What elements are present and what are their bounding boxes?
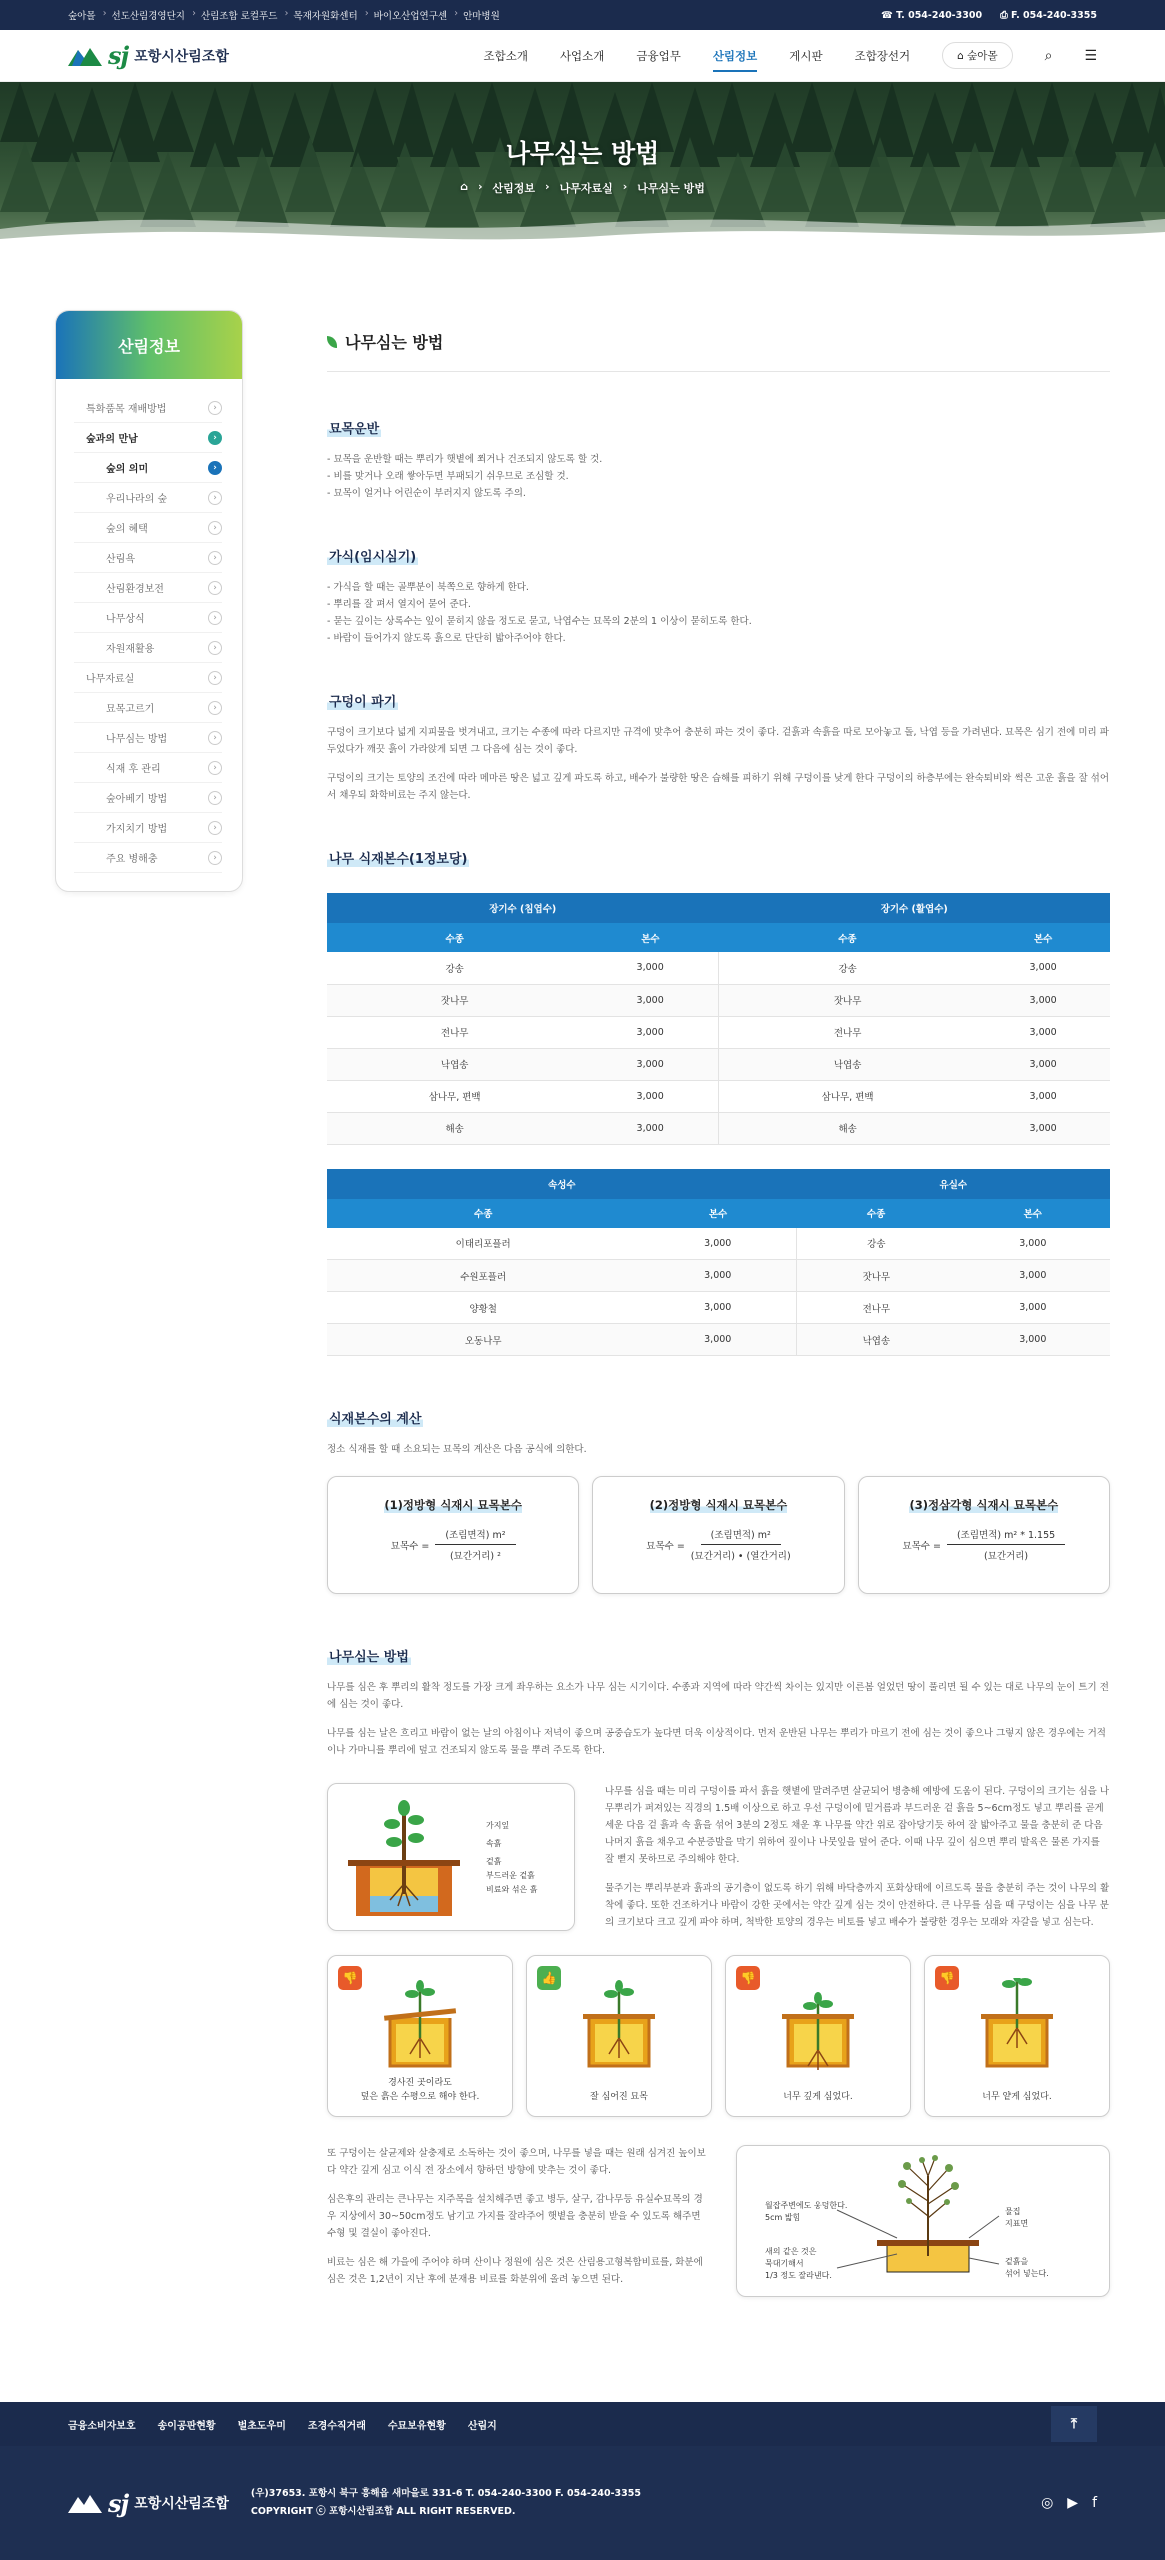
chevron-right-icon: ›	[208, 521, 222, 535]
menu-icon[interactable]: ☰	[1084, 47, 1097, 64]
top-links	[68, 8, 508, 22]
chevron-right-icon: ›	[208, 671, 222, 685]
footer-info	[251, 2485, 641, 2521]
footer-link[interactable]: 수묘보유현황	[387, 2420, 446, 2432]
denominator: (묘간거리)	[984, 1551, 1029, 1562]
temp-text	[327, 579, 1110, 647]
method-paragraph: 비료는 심은 해 가을에 주어야 하며 산이나 정원에 심은 것은 산림용고형복합비료를, 화분에 심은 것은 1,2년이 지난 후에 분재용 비료를 화분위에 올려 놓으면 된다.	[327, 2257, 703, 2285]
table-cell: 낙엽송	[327, 1048, 582, 1080]
text-line: - 묻는 깊이는 상록수는 잎이 묻히지 않을 정도로 묻고, 낙엽수는 묘목의 2분의 1 이상이 묻히도록 한다.	[327, 616, 752, 627]
planting-example-caption: 너무 얕게 심었다.	[982, 2092, 1052, 2102]
scroll-top-button[interactable]	[1051, 2406, 1097, 2442]
breadcrumb-separator: ›	[477, 180, 483, 193]
seedling-in-pot-illustration	[360, 1978, 480, 2078]
logo-mountain-icon	[68, 2491, 102, 2515]
table-row	[327, 1228, 1110, 1260]
tree-in-pit-illustration	[328, 1784, 478, 1932]
main-content	[327, 330, 1110, 2297]
nav-item-election[interactable]: 조합장선거	[854, 48, 911, 63]
sidebar-item[interactable]	[74, 453, 222, 483]
formula	[869, 1527, 1099, 1562]
table-row	[327, 952, 1110, 984]
table-cell: 강송	[327, 952, 582, 984]
table-cell: 3,000	[976, 952, 1110, 984]
table-cell: 3,000	[976, 1016, 1110, 1048]
chevron-right-icon: ›	[208, 461, 222, 475]
logo-mountain-icon	[68, 44, 102, 68]
formula-box	[327, 1476, 579, 1594]
sidebar-item-label: 숲의 의미	[106, 464, 149, 475]
section-heading: 묘목운반	[327, 418, 381, 437]
sidebar-item-label: 나무심는 방법	[106, 734, 168, 745]
site-logo[interactable]	[68, 41, 229, 70]
sidebar-item[interactable]	[74, 483, 222, 513]
planting-description	[605, 1783, 1110, 1931]
youtube-icon[interactable]: ▶	[1067, 2495, 1079, 2511]
planting-table-2	[327, 1169, 1110, 1357]
breadcrumb-item[interactable]: 나무자료실	[559, 182, 613, 195]
denominator: (묘간거리) • (열간거리)	[690, 1551, 791, 1562]
facebook-icon[interactable]: f	[1092, 2495, 1097, 2511]
footer-copyright: COPYRIGHT ⓒ 포항시산림조합 ALL RIGHT RESERVED.	[250, 2506, 516, 2517]
thumbs-down-icon: 👎	[736, 1966, 760, 1990]
section-calc	[327, 1408, 1110, 1594]
table-cell: 3,000	[582, 1112, 718, 1144]
formula-lhs: 묘목수 =	[902, 1540, 941, 1552]
table-cell: 3,000	[639, 1292, 796, 1324]
method-paragraph: 나무를 심은 후 뿌리의 활착 정도를 가장 크게 좌우하는 요소가 나무 심는 시기이다. 수종과 지역에 따라 약간씩 차이는 있지만 이른봄 얼었던 땅이 풀리면 될 수 있는 대로 나무의 눈이 트기 전에 심는 것이 좋다.	[327, 1682, 1109, 1710]
table-cell: 해송	[327, 1112, 582, 1144]
section-transport	[327, 418, 1110, 502]
breadcrumb-separator: ›	[545, 180, 550, 193]
section-heading: 나무 식재본수(1정보당)	[327, 848, 469, 867]
table-group-header: 속성수	[327, 1169, 797, 1199]
table-cell: 잣나무	[797, 1260, 956, 1292]
seedling-in-pot-illustration	[957, 1978, 1077, 2078]
hero-title: 나무심는 방법	[505, 139, 660, 168]
aftercare-row	[327, 2145, 1110, 2297]
sidebar-item-label: 가지치기 방법	[106, 824, 168, 835]
social-links	[1041, 2495, 1097, 2511]
pit-paragraph: 구덩이 크기보다 넓게 지피물을 벗겨내고, 크기는 수종에 따라 다르지만 규격에 맞추어 충분히 파는 것이 좋다. 겉흙과 속흙을 따로 모아놓고 돌, 낙엽 등을 가려낸다. 묘목은 심기 전에 미리 파두었다가 깨끗 흙이 가라앉게 되면 그 다음에 심는 것이 좋다.	[327, 727, 1109, 755]
table-row	[327, 1324, 1110, 1356]
site-footer	[0, 2446, 1165, 2560]
table-group-header: 장기수 (침엽수)	[327, 893, 718, 923]
chevron-right-icon: ›	[208, 821, 222, 835]
table-cell: 3,000	[976, 984, 1110, 1016]
breadcrumb-item[interactable]: 나무심는 방법	[637, 182, 705, 195]
table-cell: 3,000	[582, 1080, 718, 1112]
table-cell: 낙엽송	[718, 1048, 976, 1080]
sidebar-item[interactable]	[74, 393, 222, 423]
sidebar-item[interactable]	[74, 573, 222, 603]
table-row	[327, 1016, 1110, 1048]
table-col-header: 수종	[718, 923, 976, 952]
top-link[interactable]: 바이오산업연구센 ›	[366, 8, 455, 22]
sidebar-item[interactable]	[74, 723, 222, 753]
diagram-label: 비료와 섞은 흙	[486, 1885, 538, 1894]
leaf-icon	[327, 336, 337, 348]
table-cell: 전나무	[718, 1016, 976, 1048]
text-line: - 뿌리를 잘 펴서 열지어 묻어 준다.	[327, 599, 471, 610]
table-cell: 3,000	[639, 1324, 796, 1356]
top-link[interactable]: 목재자원화센터 ›	[285, 8, 365, 22]
table-cell: 전나무	[327, 1016, 582, 1048]
section-heading: 구덩이 파기	[327, 691, 398, 710]
chevron-right-icon: ›	[208, 581, 222, 595]
page-title-text: 나무심는 방법	[345, 333, 444, 352]
method-paragraph: 또 구덩이는 살균제와 살충제로 소독하는 것이 좋으며, 나무를 넣을 때는 원래 심겨진 높이보다 약간 깊게 심고 이식 전 장소에서 향하던 방향에 맞추는 것이 좋다.	[327, 2148, 706, 2176]
diagram-label: 겉흙	[486, 1857, 502, 1866]
footer-logo[interactable]	[68, 2489, 229, 2518]
top-utility-bar	[0, 0, 1165, 30]
table-row	[327, 1048, 1110, 1080]
nav-item-board[interactable]: 게시판	[789, 48, 823, 63]
fax-text: F. 054-240-3355	[1011, 9, 1097, 21]
sidebar-item-label: 산림환경보전	[106, 584, 164, 595]
chevron-right-icon: ›	[208, 491, 222, 505]
table-cell: 잣나무	[327, 984, 582, 1016]
hero-wave	[0, 194, 1165, 254]
numerator: (조림면적) m²	[701, 1527, 781, 1545]
sidebar-item[interactable]	[74, 423, 222, 453]
table-cell: 3,000	[956, 1324, 1110, 1356]
transport-text	[327, 451, 1110, 502]
sidebar-item-label: 묘목고르기	[106, 704, 155, 715]
diagram-note: 겉흙을 섞어 넣는다.	[1005, 2257, 1049, 2278]
footer-link[interactable]: 산림지	[467, 2420, 497, 2432]
site-header	[0, 30, 1165, 82]
sidebar-item-label: 우리나라의 숲	[106, 494, 168, 505]
logo-name: 포항시산림조합	[134, 2496, 229, 2512]
diagram-note: 월잡주변에도 웅덩한다. 5cm 밟힘	[765, 2201, 848, 2222]
sidebar-item[interactable]	[74, 783, 222, 813]
chevron-right-icon: ›	[208, 791, 222, 805]
sidebar-menu	[56, 379, 242, 891]
section-method	[327, 1646, 1110, 2297]
section-pit	[327, 691, 1110, 804]
home-icon[interactable]: ⌂	[460, 180, 468, 193]
fraction	[435, 1527, 515, 1562]
sidebar-item-label: 나무자료실	[86, 674, 135, 685]
chevron-right-icon: ›	[208, 761, 222, 775]
nav-item-business[interactable]: 사업소개	[559, 48, 605, 63]
sidebar-item-label: 숲아베기 방법	[106, 794, 168, 805]
shop-button-label: 숲아몰	[967, 50, 998, 62]
planting-example-card	[526, 1955, 712, 2117]
table-cell: 전나무	[797, 1292, 956, 1324]
method-paragraph: 나무를 심는 날은 흐리고 바람이 없는 날의 아침이나 저녁이 좋으며 공중습도가 높다면 더욱 이상적이다. 먼저 운반된 나무는 뿌리가 마르기 전에 심는 것이 좋으나 그렇지 않은 경우에는 거적이나 가마니를 뿌리에 덮고 건조되지 않도록 물을 뿌려 주도록 한다.	[327, 1728, 1106, 1756]
sidebar-item[interactable]	[74, 843, 222, 873]
text-line: - 가식을 할 때는 골뿌분이 북쪽으로 향하게 한다.	[327, 582, 529, 593]
section-heading: 가식(임시심기)	[327, 546, 418, 565]
main-nav	[484, 32, 1097, 80]
planting-example-card	[327, 1955, 513, 2117]
table-row	[327, 1260, 1110, 1292]
thumbs-down-icon: 👎	[935, 1966, 959, 1990]
fraction	[947, 1527, 1065, 1562]
table-cell: 3,000	[582, 1048, 718, 1080]
table-cell: 3,000	[639, 1228, 796, 1260]
planting-diagram	[327, 1783, 575, 1931]
nav-item-finance[interactable]: 금융업무	[636, 48, 681, 63]
chevron-right-icon: ›	[208, 401, 222, 415]
footer-link[interactable]: 벌초도우미	[237, 2420, 286, 2432]
top-link[interactable]: 선도산림경영단지 ›	[104, 8, 193, 22]
sidebar-item-label: 숲과의 만남	[86, 434, 138, 445]
instagram-icon[interactable]: ◎	[1041, 2495, 1054, 2511]
sidebar-title: 산림정보	[56, 311, 242, 379]
table-cell: 오동나무	[327, 1324, 639, 1356]
chevron-right-icon: ›	[208, 431, 222, 445]
diagram-label: 가지잎	[486, 1821, 510, 1830]
phone-icon: ☎	[880, 9, 897, 21]
formula-title: (2)정방형 식재시 묘목본수	[649, 1498, 788, 1512]
chevron-right-icon: ›	[208, 641, 222, 655]
chevron-right-icon: ›	[208, 731, 222, 745]
footer-link[interactable]: 금융소비자보호	[68, 2420, 136, 2432]
page-title	[327, 330, 1110, 372]
fax-info	[1000, 10, 1097, 21]
sidebar-item-label: 식재 후 관리	[106, 764, 161, 775]
table-col-header: 수종	[797, 1199, 956, 1228]
fraction	[691, 1527, 791, 1562]
sidebar-item-label: 나무상식	[106, 614, 145, 625]
table-cell: 3,000	[956, 1260, 1110, 1292]
table-group-header: 장기수 (활엽수)	[718, 893, 1110, 923]
table-col-header: 본수	[976, 923, 1110, 952]
formula-box	[858, 1476, 1110, 1594]
planting-example-card	[924, 1955, 1110, 2117]
top-link[interactable]: 안마병원	[463, 11, 500, 22]
table-row	[327, 1112, 1110, 1144]
numerator: (조림면적) m²	[435, 1527, 515, 1545]
logo-mark: sj	[108, 41, 129, 70]
footer-link[interactable]: 송이공판현황	[157, 2420, 216, 2432]
text-line: - 묘목을 운반할 때는 뿌리가 햇볕에 쬐거나 건조되지 않도록 할 것.	[327, 454, 603, 465]
chevron-right-icon: ›	[208, 611, 222, 625]
table-cell: 강송	[718, 952, 976, 984]
method-paragraph: 심은후의 관리는 큰나무는 지주목을 설치해주면 좋고 병두, 살구, 감나무등 유실수묘목의 경우 지상에서 30~50cm정도 남기고 가지를 잘라주어 햇볕을 충분히 받을 수 있도록 해주면 수형 및 결실이 좋아진다.	[327, 2194, 703, 2239]
phone-text: T. 054-240-3300	[896, 9, 983, 21]
sidebar-item[interactable]	[74, 603, 222, 633]
footer-nav	[0, 2402, 1165, 2446]
formula	[338, 1527, 568, 1562]
formula-box	[592, 1476, 844, 1594]
sidebar-item[interactable]	[74, 513, 222, 543]
thumbs-up-icon: 👍	[537, 1966, 561, 1990]
top-link[interactable]: 숲아몰 ›	[68, 8, 104, 22]
table-cell: 3,000	[976, 1048, 1110, 1080]
calc-intro: 정소 식재를 할 때 소요되는 묘목의 계산은 다음 공식에 의한다.	[327, 1444, 587, 1455]
footer-address: (우)37653. 포항시 북구 흥해읍 새마을로 331-6 T. 054-240-3300 F. 054-240-3355	[250, 2488, 641, 2499]
table-cell: 낙엽송	[797, 1324, 956, 1356]
formula-boxes	[327, 1476, 1110, 1594]
diagram-note: 물집 지표면	[1005, 2207, 1029, 2228]
section-heading: 식재본수의 계산	[327, 1408, 423, 1427]
formula	[603, 1527, 833, 1562]
table-cell: 3,000	[976, 1112, 1110, 1144]
table-cell: 3,000	[956, 1292, 1110, 1324]
aftercare-diagram	[736, 2145, 1110, 2297]
formula-title: (3)정삼각형 식재시 묘목본수	[909, 1498, 1059, 1512]
diagram-label: 부드러운 겉흙	[486, 1871, 535, 1880]
table-col-header: 본수	[582, 923, 718, 952]
sidebar-item[interactable]	[74, 813, 222, 843]
table-cell: 3,000	[956, 1228, 1110, 1260]
table-row	[327, 1080, 1110, 1112]
section-heading: 나무심는 방법	[327, 1646, 411, 1665]
text-line: - 묘목이 얼거나 어린순이 부러지지 않도록 주의.	[327, 488, 526, 499]
sidebar-item-label: 특화품목 재배방법	[86, 404, 167, 415]
sidebar-item[interactable]	[74, 663, 222, 693]
logo-mark: sj	[108, 2488, 129, 2518]
chevron-right-icon: ›	[208, 851, 222, 865]
chevron-right-icon: ›	[208, 551, 222, 565]
sidebar-item[interactable]	[74, 633, 222, 663]
method-paragraph: 물주기는 뿌리부분과 흙과의 공기층이 없도록 하기 위해 바닥층까지 포화상태에 이르도록 물을 충분히 주는 것이 나무의 활착에 좋다. 또한 건조하거나 바람이 강한 곳에서는 약간 깊게 심는 것이 안전하다. 큰 나무를 심을 때 구덩이는 심을 나무 분의 크기보다 크고 깊게 파야 하며, 척박한 토양의 경우는 비토를 넣고 배수가 불량한 경우는 모래와 자갈을 넣고 심는다.	[605, 1883, 1110, 1928]
table-cell: 잣나무	[718, 984, 976, 1016]
planting-example-card	[725, 1955, 911, 2117]
hero-banner	[0, 82, 1165, 254]
table-col-header: 수종	[327, 923, 582, 952]
text-line: - 바람이 들어가지 않도록 흙으로 단단히 밟아주어야 한다.	[327, 633, 566, 644]
sidebar-item-label: 주요 병해충	[106, 854, 158, 865]
table-col-header: 본수	[956, 1199, 1110, 1228]
planting-examples	[327, 1955, 1110, 2117]
sidebar-item-label: 숲의 혜택	[106, 524, 148, 535]
search-icon[interactable]: ⌕	[1044, 47, 1053, 64]
phone-info	[881, 10, 982, 21]
table-cell: 양황철	[327, 1292, 639, 1324]
sidebar	[55, 310, 243, 892]
table-col-header: 본수	[639, 1199, 796, 1228]
section-temp-planting	[327, 546, 1110, 647]
breadcrumb-item[interactable]: 산림정보	[492, 182, 536, 195]
table-cell: 이태리포플러	[327, 1228, 639, 1260]
sidebar-item-label: 자원재활용	[106, 644, 155, 655]
section-planting-count	[327, 848, 1110, 1356]
table-row	[327, 984, 1110, 1016]
table-cell: 3,000	[582, 952, 718, 984]
sidebar-item[interactable]	[74, 543, 222, 573]
table-cell: 3,000	[582, 1016, 718, 1048]
breadcrumb-separator: ›	[622, 180, 628, 193]
thumbs-down-icon: 👎	[338, 1966, 362, 1990]
table-group-header: 유실수	[797, 1169, 1110, 1199]
table-cell: 삼나무, 편백	[327, 1080, 582, 1112]
chevron-right-icon: ›	[208, 701, 222, 715]
arrow-up-icon: ⤒	[1070, 2416, 1078, 2432]
shop-icon: ⌂	[957, 50, 968, 62]
nav-item-about[interactable]: 조합소개	[483, 48, 528, 63]
table-cell: 해송	[718, 1112, 976, 1144]
shop-button[interactable]	[942, 42, 1012, 69]
top-contact	[881, 10, 1097, 21]
sidebar-item[interactable]	[74, 693, 222, 723]
fax-icon: ⎙	[1000, 9, 1011, 21]
table-cell: 수원포플러	[327, 1260, 639, 1292]
planting-example-caption: 너무 깊게 심었다.	[783, 2092, 853, 2102]
numerator: (조림면적) m² * 1.155	[947, 1527, 1065, 1545]
top-link[interactable]: 산림조합 로컬푸드 ›	[193, 8, 285, 22]
planting-example-caption: 잘 심어진 묘목	[590, 2092, 648, 2102]
diagram-label: 속흙	[486, 1839, 502, 1848]
text-line: - 비를 맞거나 오래 쌓아두면 부패되기 쉬우므로 조심할 것.	[327, 471, 569, 482]
seedling-in-pot-illustration	[559, 1978, 679, 2078]
table-row	[327, 1292, 1110, 1324]
pit-paragraph: 구덩이의 크기는 토양의 조건에 따라 메마른 땅은 넓고 깊게 파도록 하고, 배수가 불량한 땅은 습해를 피하기 위해 구덩이를 낮게 한다 구덩이의 하층부에는 완숙퇴비와 썩은 고운 흙을 잘 섞어서 채우되 화학비료는 주지 않는다.	[327, 773, 1110, 801]
formula-lhs: 묘목수 =	[646, 1540, 685, 1552]
table-cell: 강송	[797, 1228, 956, 1260]
aftercare-text	[327, 2145, 706, 2297]
table-cell: 삼나무, 편백	[718, 1080, 976, 1112]
table-cell: 3,000	[582, 984, 718, 1016]
sidebar-item-label: 산림욕	[106, 554, 135, 565]
formula-title: (1)정방형 식재시 묘목본수	[384, 1498, 522, 1512]
diagram-note: 새의 같은 것은 묵대기해서 1/3 정도 잘라낸다.	[765, 2247, 832, 2280]
nav-item-forest-info[interactable]: 산림정보	[713, 32, 757, 80]
logo-name: 포항시산림조합	[134, 48, 229, 65]
denominator: (묘간거리) ²	[449, 1551, 501, 1562]
table-cell: 3,000	[639, 1260, 796, 1292]
planting-diagram-row	[327, 1783, 1110, 1931]
table-cell: 3,000	[976, 1080, 1110, 1112]
footer-link[interactable]: 조경수직거래	[307, 2420, 366, 2432]
planting-table-1	[327, 893, 1110, 1145]
seedling-in-pot-illustration	[758, 1978, 878, 2078]
sidebar-item[interactable]	[74, 753, 222, 783]
formula-lhs: 묘목수 =	[390, 1540, 430, 1552]
method-paragraph: 나무를 심을 때는 미리 구덩이를 파서 흙을 햇볕에 말려주면 살균되어 병충해 예방에 도움이 된다. 구덩이의 크기는 심을 나무뿌리가 퍼져있는 직경의 1.5배 이상으로 하고 우선 구덩이에 밑거름과 부드러운 겉 흙을 5~6cm정도 넣고 뿌리를 곧게 세운 다음 겉 흙과 속 흙을 섞어 3분의 2정도 채운 후 나무를 약간 위로 잡아당기듯 하여 잘 밟아주고 물을 충분히 준 다음 나머지 흙을 채우고 수분증발을 막기 위하여 짚이나 나뭇잎을 덮어 준다. 이때 나무 깊이 심으면 뿌리 발육은 물론 가지를 잘 뻗지 못하므로 주의해야 한다.	[605, 1786, 1110, 1865]
planting-example-caption: 경사진 곳이라도 덮은 흙은 수평으로 해야 한다.	[360, 2078, 480, 2102]
table-col-header: 수종	[327, 1199, 639, 1228]
